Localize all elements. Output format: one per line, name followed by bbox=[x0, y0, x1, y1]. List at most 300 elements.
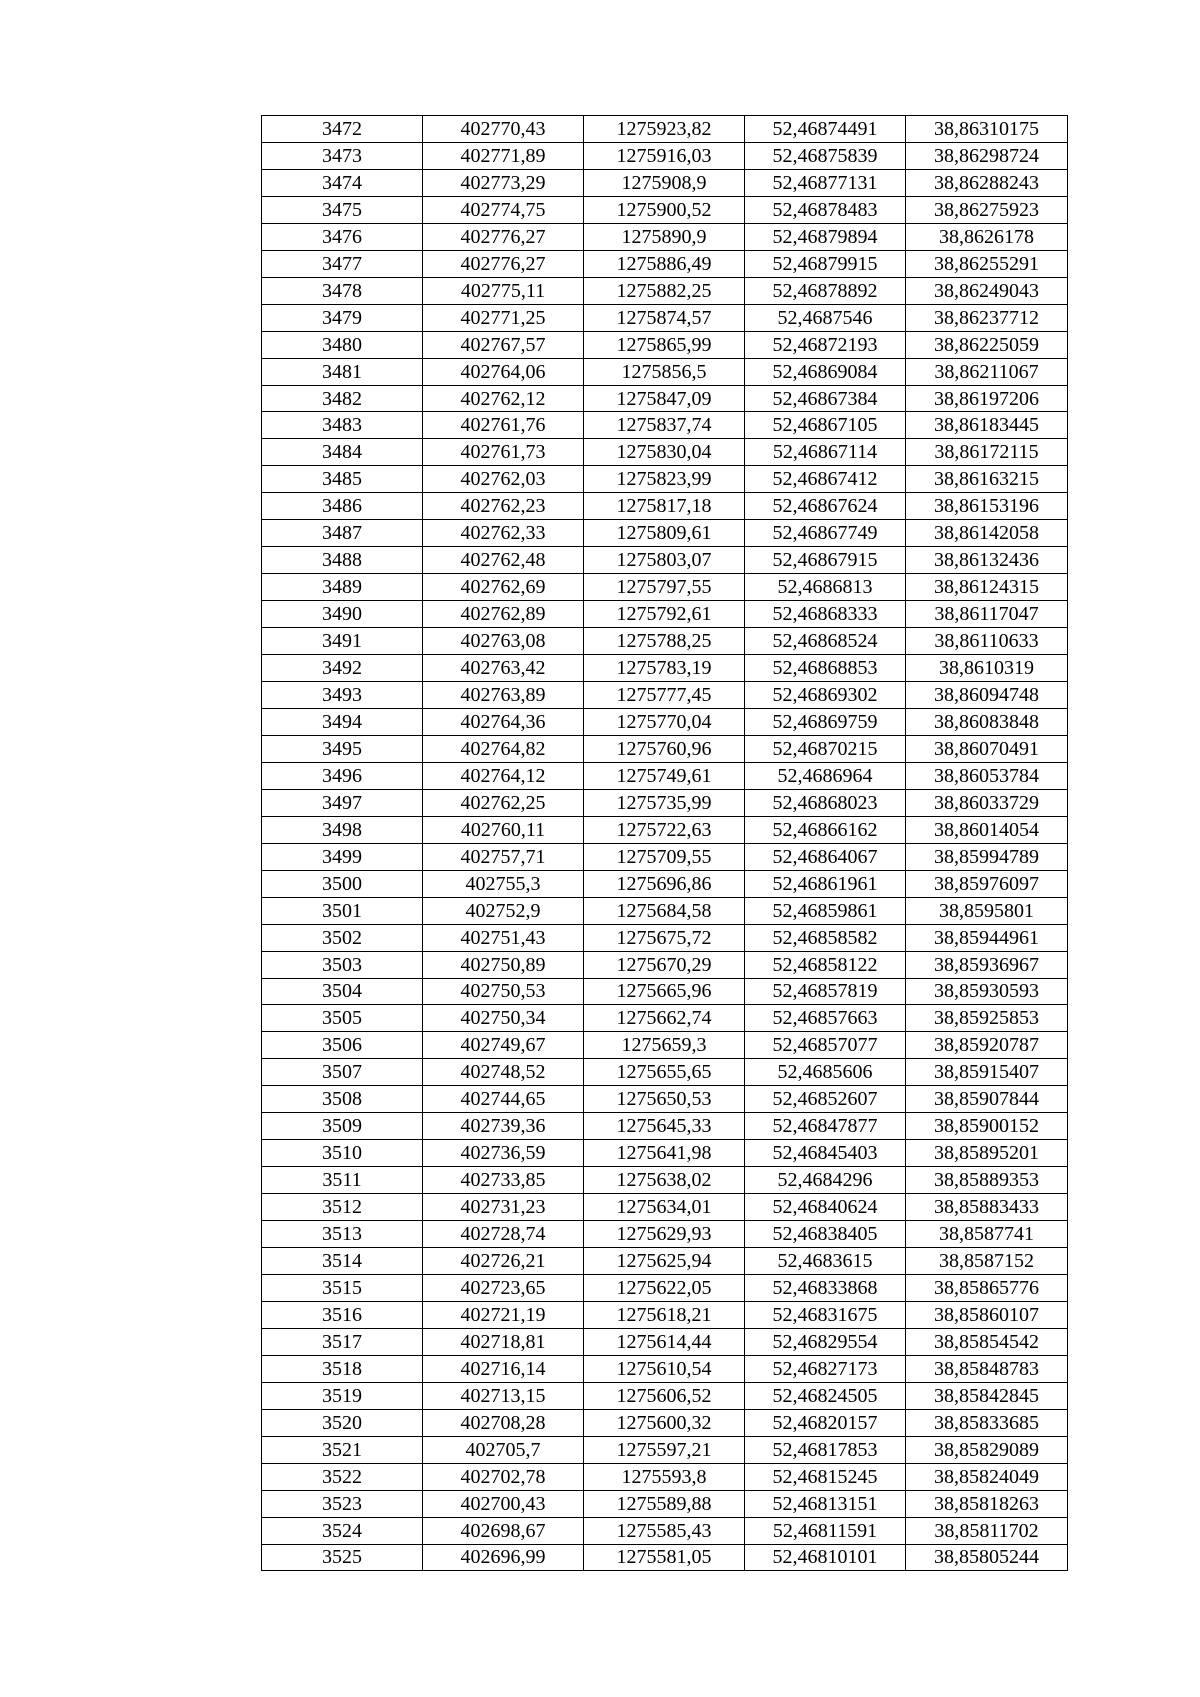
longitude-cell: 38,85900152 bbox=[906, 1113, 1068, 1140]
y-coordinate-cell: 1275722,63 bbox=[584, 816, 745, 843]
x-coordinate-cell: 402762,69 bbox=[423, 574, 584, 601]
x-coordinate-cell: 402774,75 bbox=[423, 196, 584, 223]
y-coordinate-cell: 1275589,88 bbox=[584, 1490, 745, 1517]
x-coordinate-cell: 402755,3 bbox=[423, 870, 584, 897]
x-coordinate-cell: 402767,57 bbox=[423, 331, 584, 358]
table-row bbox=[262, 466, 1068, 493]
table-row bbox=[262, 1140, 1068, 1167]
y-coordinate-cell: 1275638,02 bbox=[584, 1167, 745, 1194]
latitude-cell: 52,46827173 bbox=[745, 1355, 906, 1382]
point-number-cell: 3475 bbox=[262, 196, 423, 223]
longitude-cell: 38,86070491 bbox=[906, 735, 1068, 762]
table-row bbox=[262, 116, 1068, 143]
longitude-cell: 38,86094748 bbox=[906, 682, 1068, 709]
longitude-cell: 38,85994789 bbox=[906, 843, 1068, 870]
point-number-cell: 3494 bbox=[262, 708, 423, 735]
y-coordinate-cell: 1275606,52 bbox=[584, 1382, 745, 1409]
point-number-cell: 3483 bbox=[262, 412, 423, 439]
table-row bbox=[262, 520, 1068, 547]
point-number-cell: 3513 bbox=[262, 1221, 423, 1248]
x-coordinate-cell: 402731,23 bbox=[423, 1194, 584, 1221]
y-coordinate-cell: 1275629,93 bbox=[584, 1221, 745, 1248]
point-number-cell: 3502 bbox=[262, 924, 423, 951]
point-number-cell: 3509 bbox=[262, 1113, 423, 1140]
y-coordinate-cell: 1275908,9 bbox=[584, 169, 745, 196]
table-row bbox=[262, 1328, 1068, 1355]
latitude-cell: 52,46845403 bbox=[745, 1140, 906, 1167]
point-number-cell: 3510 bbox=[262, 1140, 423, 1167]
y-coordinate-cell: 1275650,53 bbox=[584, 1086, 745, 1113]
x-coordinate-cell: 402718,81 bbox=[423, 1328, 584, 1355]
longitude-cell: 38,86275923 bbox=[906, 196, 1068, 223]
y-coordinate-cell: 1275830,04 bbox=[584, 439, 745, 466]
table-row bbox=[262, 1274, 1068, 1301]
latitude-cell: 52,46867624 bbox=[745, 493, 906, 520]
y-coordinate-cell: 1275600,32 bbox=[584, 1409, 745, 1436]
table-row bbox=[262, 789, 1068, 816]
y-coordinate-cell: 1275809,61 bbox=[584, 520, 745, 547]
point-number-cell: 3487 bbox=[262, 520, 423, 547]
x-coordinate-cell: 402750,34 bbox=[423, 1005, 584, 1032]
longitude-cell: 38,85920787 bbox=[906, 1032, 1068, 1059]
longitude-cell: 38,85805244 bbox=[906, 1544, 1068, 1571]
point-number-cell: 3521 bbox=[262, 1436, 423, 1463]
longitude-cell: 38,86172115 bbox=[906, 439, 1068, 466]
table-row bbox=[262, 708, 1068, 735]
table-row bbox=[262, 493, 1068, 520]
longitude-cell: 38,85925853 bbox=[906, 1005, 1068, 1032]
y-coordinate-cell: 1275610,54 bbox=[584, 1355, 745, 1382]
x-coordinate-cell: 402736,59 bbox=[423, 1140, 584, 1167]
latitude-cell: 52,4685606 bbox=[745, 1059, 906, 1086]
latitude-cell: 52,46870215 bbox=[745, 735, 906, 762]
latitude-cell: 52,46867114 bbox=[745, 439, 906, 466]
coordinates-table-body bbox=[262, 116, 1068, 1571]
y-coordinate-cell: 1275803,07 bbox=[584, 547, 745, 574]
latitude-cell: 52,46857663 bbox=[745, 1005, 906, 1032]
table-row bbox=[262, 1032, 1068, 1059]
x-coordinate-cell: 402773,29 bbox=[423, 169, 584, 196]
x-coordinate-cell: 402771,25 bbox=[423, 304, 584, 331]
x-coordinate-cell: 402700,43 bbox=[423, 1490, 584, 1517]
latitude-cell: 52,4683615 bbox=[745, 1248, 906, 1275]
x-coordinate-cell: 402770,43 bbox=[423, 116, 584, 143]
longitude-cell: 38,86288243 bbox=[906, 169, 1068, 196]
table-row bbox=[262, 1382, 1068, 1409]
y-coordinate-cell: 1275655,65 bbox=[584, 1059, 745, 1086]
x-coordinate-cell: 402776,27 bbox=[423, 223, 584, 250]
latitude-cell: 52,46861961 bbox=[745, 870, 906, 897]
longitude-cell: 38,86083848 bbox=[906, 708, 1068, 735]
latitude-cell: 52,46867384 bbox=[745, 385, 906, 412]
point-number-cell: 3498 bbox=[262, 816, 423, 843]
point-number-cell: 3501 bbox=[262, 897, 423, 924]
point-number-cell: 3478 bbox=[262, 277, 423, 304]
y-coordinate-cell: 1275662,74 bbox=[584, 1005, 745, 1032]
point-number-cell: 3514 bbox=[262, 1248, 423, 1275]
table-row bbox=[262, 412, 1068, 439]
y-coordinate-cell: 1275865,99 bbox=[584, 331, 745, 358]
y-coordinate-cell: 1275581,05 bbox=[584, 1544, 745, 1571]
x-coordinate-cell: 402705,7 bbox=[423, 1436, 584, 1463]
point-number-cell: 3511 bbox=[262, 1167, 423, 1194]
latitude-cell: 52,46869302 bbox=[745, 682, 906, 709]
longitude-cell: 38,8587741 bbox=[906, 1221, 1068, 1248]
x-coordinate-cell: 402762,25 bbox=[423, 789, 584, 816]
latitude-cell: 52,46858582 bbox=[745, 924, 906, 951]
y-coordinate-cell: 1275597,21 bbox=[584, 1436, 745, 1463]
longitude-cell: 38,86110633 bbox=[906, 628, 1068, 655]
table-row bbox=[262, 682, 1068, 709]
point-number-cell: 3507 bbox=[262, 1059, 423, 1086]
longitude-cell: 38,85915407 bbox=[906, 1059, 1068, 1086]
table-row bbox=[262, 1221, 1068, 1248]
point-number-cell: 3493 bbox=[262, 682, 423, 709]
y-coordinate-cell: 1275886,49 bbox=[584, 250, 745, 277]
latitude-cell: 52,46868524 bbox=[745, 628, 906, 655]
y-coordinate-cell: 1275614,44 bbox=[584, 1328, 745, 1355]
latitude-cell: 52,46878892 bbox=[745, 277, 906, 304]
x-coordinate-cell: 402721,19 bbox=[423, 1301, 584, 1328]
point-number-cell: 3492 bbox=[262, 655, 423, 682]
x-coordinate-cell: 402775,11 bbox=[423, 277, 584, 304]
latitude-cell: 52,46838405 bbox=[745, 1221, 906, 1248]
table-row bbox=[262, 870, 1068, 897]
point-number-cell: 3495 bbox=[262, 735, 423, 762]
x-coordinate-cell: 402764,06 bbox=[423, 358, 584, 385]
longitude-cell: 38,85829089 bbox=[906, 1436, 1068, 1463]
point-number-cell: 3516 bbox=[262, 1301, 423, 1328]
latitude-cell: 52,46879894 bbox=[745, 223, 906, 250]
latitude-cell: 52,46824505 bbox=[745, 1382, 906, 1409]
table-row bbox=[262, 1490, 1068, 1517]
latitude-cell: 52,46833868 bbox=[745, 1274, 906, 1301]
x-coordinate-cell: 402713,15 bbox=[423, 1382, 584, 1409]
y-coordinate-cell: 1275900,52 bbox=[584, 196, 745, 223]
y-coordinate-cell: 1275735,99 bbox=[584, 789, 745, 816]
latitude-cell: 52,46875839 bbox=[745, 142, 906, 169]
x-coordinate-cell: 402708,28 bbox=[423, 1409, 584, 1436]
x-coordinate-cell: 402764,36 bbox=[423, 708, 584, 735]
longitude-cell: 38,86153196 bbox=[906, 493, 1068, 520]
x-coordinate-cell: 402748,52 bbox=[423, 1059, 584, 1086]
x-coordinate-cell: 402750,53 bbox=[423, 978, 584, 1005]
y-coordinate-cell: 1275622,05 bbox=[584, 1274, 745, 1301]
longitude-cell: 38,85848783 bbox=[906, 1355, 1068, 1382]
table-row bbox=[262, 951, 1068, 978]
y-coordinate-cell: 1275593,8 bbox=[584, 1463, 745, 1490]
x-coordinate-cell: 402757,71 bbox=[423, 843, 584, 870]
longitude-cell: 38,85930593 bbox=[906, 978, 1068, 1005]
x-coordinate-cell: 402702,78 bbox=[423, 1463, 584, 1490]
x-coordinate-cell: 402771,89 bbox=[423, 142, 584, 169]
point-number-cell: 3491 bbox=[262, 628, 423, 655]
point-number-cell: 3480 bbox=[262, 331, 423, 358]
table-row bbox=[262, 223, 1068, 250]
table-row bbox=[262, 196, 1068, 223]
longitude-cell: 38,86163215 bbox=[906, 466, 1068, 493]
y-coordinate-cell: 1275684,58 bbox=[584, 897, 745, 924]
table-row bbox=[262, 978, 1068, 1005]
point-number-cell: 3506 bbox=[262, 1032, 423, 1059]
latitude-cell: 52,46866162 bbox=[745, 816, 906, 843]
x-coordinate-cell: 402762,89 bbox=[423, 601, 584, 628]
point-number-cell: 3484 bbox=[262, 439, 423, 466]
x-coordinate-cell: 402764,82 bbox=[423, 735, 584, 762]
table-row bbox=[262, 1113, 1068, 1140]
latitude-cell: 52,46872193 bbox=[745, 331, 906, 358]
point-number-cell: 3515 bbox=[262, 1274, 423, 1301]
latitude-cell: 52,46868853 bbox=[745, 655, 906, 682]
table-row bbox=[262, 547, 1068, 574]
x-coordinate-cell: 402698,67 bbox=[423, 1517, 584, 1544]
table-row bbox=[262, 331, 1068, 358]
point-number-cell: 3476 bbox=[262, 223, 423, 250]
table-row bbox=[262, 250, 1068, 277]
latitude-cell: 52,46867412 bbox=[745, 466, 906, 493]
longitude-cell: 38,85865776 bbox=[906, 1274, 1068, 1301]
x-coordinate-cell: 402733,85 bbox=[423, 1167, 584, 1194]
longitude-cell: 38,86117047 bbox=[906, 601, 1068, 628]
latitude-cell: 52,46852607 bbox=[745, 1086, 906, 1113]
longitude-cell: 38,86225059 bbox=[906, 331, 1068, 358]
y-coordinate-cell: 1275625,94 bbox=[584, 1248, 745, 1275]
table-row bbox=[262, 385, 1068, 412]
y-coordinate-cell: 1275777,45 bbox=[584, 682, 745, 709]
longitude-cell: 38,86142058 bbox=[906, 520, 1068, 547]
longitude-cell: 38,86211067 bbox=[906, 358, 1068, 385]
point-number-cell: 3497 bbox=[262, 789, 423, 816]
y-coordinate-cell: 1275670,29 bbox=[584, 951, 745, 978]
table-row bbox=[262, 1517, 1068, 1544]
y-coordinate-cell: 1275856,5 bbox=[584, 358, 745, 385]
x-coordinate-cell: 402696,99 bbox=[423, 1544, 584, 1571]
latitude-cell: 52,4686964 bbox=[745, 762, 906, 789]
latitude-cell: 52,46868333 bbox=[745, 601, 906, 628]
longitude-cell: 38,85883433 bbox=[906, 1194, 1068, 1221]
table-row bbox=[262, 1301, 1068, 1328]
longitude-cell: 38,85895201 bbox=[906, 1140, 1068, 1167]
table-row bbox=[262, 1248, 1068, 1275]
latitude-cell: 52,46869084 bbox=[745, 358, 906, 385]
y-coordinate-cell: 1275585,43 bbox=[584, 1517, 745, 1544]
x-coordinate-cell: 402751,43 bbox=[423, 924, 584, 951]
point-number-cell: 3518 bbox=[262, 1355, 423, 1382]
y-coordinate-cell: 1275641,98 bbox=[584, 1140, 745, 1167]
x-coordinate-cell: 402761,73 bbox=[423, 439, 584, 466]
y-coordinate-cell: 1275890,9 bbox=[584, 223, 745, 250]
x-coordinate-cell: 402726,21 bbox=[423, 1248, 584, 1275]
point-number-cell: 3486 bbox=[262, 493, 423, 520]
latitude-cell: 52,46820157 bbox=[745, 1409, 906, 1436]
point-number-cell: 3488 bbox=[262, 547, 423, 574]
point-number-cell: 3522 bbox=[262, 1463, 423, 1490]
longitude-cell: 38,8587152 bbox=[906, 1248, 1068, 1275]
table-row bbox=[262, 1086, 1068, 1113]
table-row bbox=[262, 1167, 1068, 1194]
longitude-cell: 38,86014054 bbox=[906, 816, 1068, 843]
latitude-cell: 52,4687546 bbox=[745, 304, 906, 331]
latitude-cell: 52,46840624 bbox=[745, 1194, 906, 1221]
table-row bbox=[262, 1436, 1068, 1463]
x-coordinate-cell: 402763,42 bbox=[423, 655, 584, 682]
latitude-cell: 52,46857077 bbox=[745, 1032, 906, 1059]
x-coordinate-cell: 402752,9 bbox=[423, 897, 584, 924]
point-number-cell: 3505 bbox=[262, 1005, 423, 1032]
latitude-cell: 52,46867915 bbox=[745, 547, 906, 574]
y-coordinate-cell: 1275665,96 bbox=[584, 978, 745, 1005]
longitude-cell: 38,86053784 bbox=[906, 762, 1068, 789]
table-row bbox=[262, 358, 1068, 385]
point-number-cell: 3477 bbox=[262, 250, 423, 277]
table-row bbox=[262, 924, 1068, 951]
table-row bbox=[262, 655, 1068, 682]
longitude-cell: 38,85842845 bbox=[906, 1382, 1068, 1409]
latitude-cell: 52,46811591 bbox=[745, 1517, 906, 1544]
point-number-cell: 3499 bbox=[262, 843, 423, 870]
y-coordinate-cell: 1275770,04 bbox=[584, 708, 745, 735]
longitude-cell: 38,85833685 bbox=[906, 1409, 1068, 1436]
coordinates-table bbox=[261, 115, 1068, 1571]
latitude-cell: 52,46831675 bbox=[745, 1301, 906, 1328]
table-row bbox=[262, 816, 1068, 843]
latitude-cell: 52,46867105 bbox=[745, 412, 906, 439]
point-number-cell: 3489 bbox=[262, 574, 423, 601]
point-number-cell: 3512 bbox=[262, 1194, 423, 1221]
x-coordinate-cell: 402744,65 bbox=[423, 1086, 584, 1113]
point-number-cell: 3473 bbox=[262, 142, 423, 169]
y-coordinate-cell: 1275696,86 bbox=[584, 870, 745, 897]
table-row bbox=[262, 142, 1068, 169]
x-coordinate-cell: 402762,12 bbox=[423, 385, 584, 412]
point-number-cell: 3525 bbox=[262, 1544, 423, 1571]
longitude-cell: 38,85860107 bbox=[906, 1301, 1068, 1328]
latitude-cell: 52,46813151 bbox=[745, 1490, 906, 1517]
table-row bbox=[262, 601, 1068, 628]
y-coordinate-cell: 1275817,18 bbox=[584, 493, 745, 520]
point-number-cell: 3504 bbox=[262, 978, 423, 1005]
point-number-cell: 3479 bbox=[262, 304, 423, 331]
point-number-cell: 3485 bbox=[262, 466, 423, 493]
y-coordinate-cell: 1275823,99 bbox=[584, 466, 745, 493]
y-coordinate-cell: 1275675,72 bbox=[584, 924, 745, 951]
point-number-cell: 3472 bbox=[262, 116, 423, 143]
latitude-cell: 52,46847877 bbox=[745, 1113, 906, 1140]
table-row bbox=[262, 628, 1068, 655]
longitude-cell: 38,8626178 bbox=[906, 223, 1068, 250]
x-coordinate-cell: 402761,76 bbox=[423, 412, 584, 439]
x-coordinate-cell: 402728,74 bbox=[423, 1221, 584, 1248]
table-row bbox=[262, 735, 1068, 762]
latitude-cell: 52,46868023 bbox=[745, 789, 906, 816]
longitude-cell: 38,86197206 bbox=[906, 385, 1068, 412]
latitude-cell: 52,46879915 bbox=[745, 250, 906, 277]
y-coordinate-cell: 1275882,25 bbox=[584, 277, 745, 304]
table-row bbox=[262, 1005, 1068, 1032]
x-coordinate-cell: 402762,33 bbox=[423, 520, 584, 547]
table-row bbox=[262, 304, 1068, 331]
point-number-cell: 3523 bbox=[262, 1490, 423, 1517]
longitude-cell: 38,85944961 bbox=[906, 924, 1068, 951]
y-coordinate-cell: 1275792,61 bbox=[584, 601, 745, 628]
latitude-cell: 52,46858122 bbox=[745, 951, 906, 978]
longitude-cell: 38,85854542 bbox=[906, 1328, 1068, 1355]
table-row bbox=[262, 1355, 1068, 1382]
longitude-cell: 38,85907844 bbox=[906, 1086, 1068, 1113]
latitude-cell: 52,46869759 bbox=[745, 708, 906, 735]
y-coordinate-cell: 1275837,74 bbox=[584, 412, 745, 439]
latitude-cell: 52,4684296 bbox=[745, 1167, 906, 1194]
x-coordinate-cell: 402762,48 bbox=[423, 547, 584, 574]
longitude-cell: 38,85818263 bbox=[906, 1490, 1068, 1517]
y-coordinate-cell: 1275797,55 bbox=[584, 574, 745, 601]
table-row bbox=[262, 897, 1068, 924]
table-row bbox=[262, 762, 1068, 789]
latitude-cell: 52,46867749 bbox=[745, 520, 906, 547]
latitude-cell: 52,46877131 bbox=[745, 169, 906, 196]
y-coordinate-cell: 1275916,03 bbox=[584, 142, 745, 169]
y-coordinate-cell: 1275760,96 bbox=[584, 735, 745, 762]
longitude-cell: 38,86132436 bbox=[906, 547, 1068, 574]
longitude-cell: 38,86237712 bbox=[906, 304, 1068, 331]
point-number-cell: 3520 bbox=[262, 1409, 423, 1436]
y-coordinate-cell: 1275709,55 bbox=[584, 843, 745, 870]
table-row bbox=[262, 1059, 1068, 1086]
x-coordinate-cell: 402739,36 bbox=[423, 1113, 584, 1140]
table-row bbox=[262, 843, 1068, 870]
longitude-cell: 38,8610319 bbox=[906, 655, 1068, 682]
longitude-cell: 38,86255291 bbox=[906, 250, 1068, 277]
latitude-cell: 52,46810101 bbox=[745, 1544, 906, 1571]
x-coordinate-cell: 402763,08 bbox=[423, 628, 584, 655]
y-coordinate-cell: 1275659,3 bbox=[584, 1032, 745, 1059]
longitude-cell: 38,86310175 bbox=[906, 116, 1068, 143]
x-coordinate-cell: 402760,11 bbox=[423, 816, 584, 843]
longitude-cell: 38,85976097 bbox=[906, 870, 1068, 897]
y-coordinate-cell: 1275788,25 bbox=[584, 628, 745, 655]
longitude-cell: 38,85811702 bbox=[906, 1517, 1068, 1544]
table-row bbox=[262, 1194, 1068, 1221]
latitude-cell: 52,46857819 bbox=[745, 978, 906, 1005]
longitude-cell: 38,86124315 bbox=[906, 574, 1068, 601]
x-coordinate-cell: 402762,23 bbox=[423, 493, 584, 520]
x-coordinate-cell: 402716,14 bbox=[423, 1355, 584, 1382]
x-coordinate-cell: 402764,12 bbox=[423, 762, 584, 789]
longitude-cell: 38,8595801 bbox=[906, 897, 1068, 924]
longitude-cell: 38,85936967 bbox=[906, 951, 1068, 978]
y-coordinate-cell: 1275847,09 bbox=[584, 385, 745, 412]
point-number-cell: 3490 bbox=[262, 601, 423, 628]
latitude-cell: 52,46829554 bbox=[745, 1328, 906, 1355]
y-coordinate-cell: 1275634,01 bbox=[584, 1194, 745, 1221]
table-row bbox=[262, 1544, 1068, 1571]
latitude-cell: 52,46878483 bbox=[745, 196, 906, 223]
latitude-cell: 52,46864067 bbox=[745, 843, 906, 870]
y-coordinate-cell: 1275618,21 bbox=[584, 1301, 745, 1328]
y-coordinate-cell: 1275749,61 bbox=[584, 762, 745, 789]
x-coordinate-cell: 402763,89 bbox=[423, 682, 584, 709]
point-number-cell: 3508 bbox=[262, 1086, 423, 1113]
point-number-cell: 3524 bbox=[262, 1517, 423, 1544]
table-row bbox=[262, 574, 1068, 601]
point-number-cell: 3482 bbox=[262, 385, 423, 412]
table-row bbox=[262, 439, 1068, 466]
latitude-cell: 52,46859861 bbox=[745, 897, 906, 924]
point-number-cell: 3519 bbox=[262, 1382, 423, 1409]
y-coordinate-cell: 1275874,57 bbox=[584, 304, 745, 331]
latitude-cell: 52,46817853 bbox=[745, 1436, 906, 1463]
table-row bbox=[262, 1409, 1068, 1436]
